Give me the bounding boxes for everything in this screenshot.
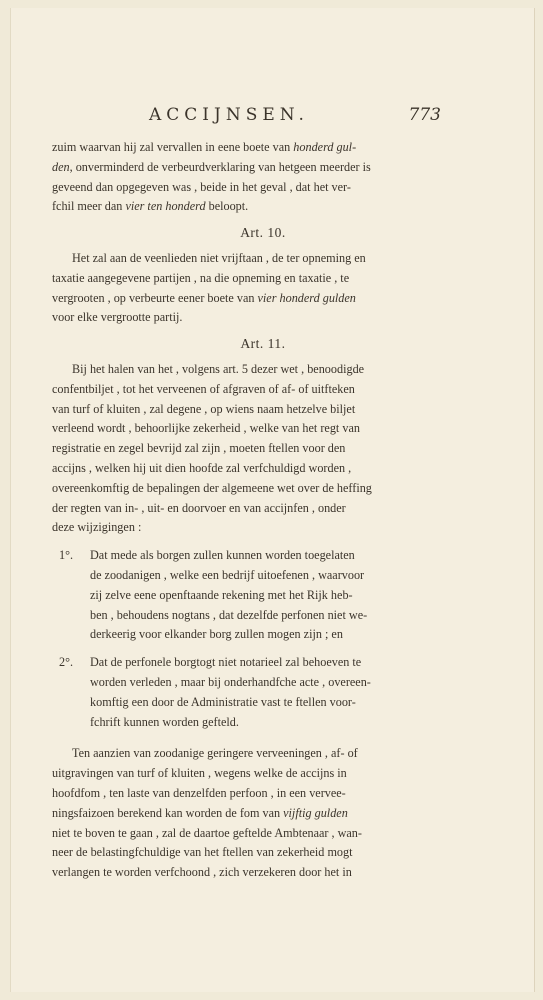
text-line: Dat mede als borgen zullen kunnen worden toegelaten — [90, 548, 355, 563]
text-line: der regten van in- , uit- en doorvoer en van accijnfen , onder — [52, 500, 346, 515]
emphasis-text: den — [52, 159, 70, 174]
text-segment: vergrooten , op verbeurte eener boete van — [52, 290, 258, 305]
emphasis-text: vier ten honderd — [125, 199, 206, 214]
list-item — [52, 546, 474, 645]
text-line: registratie en zegel bevrijd zal zijn , moeten ftellen voor den — [52, 441, 346, 456]
text-line: worden verleden , maar bij onderhandfche acte , overeen- — [90, 674, 371, 689]
article-paragraph — [52, 249, 474, 328]
text-segment: beloopt. — [205, 199, 249, 214]
emphasis-text: vijftig gulden — [283, 805, 348, 820]
text-line: niet te boven te gaan , zal de daartoe geftelde Ambtenaar , wan- — [52, 825, 362, 840]
text-segment: fchil meer dan — [52, 199, 126, 214]
article-heading: Art. 10. — [240, 225, 286, 241]
text-line: neer de belastingfchuldige van het ftellen van zekerheid mogt — [52, 845, 353, 860]
text-line: fchrift kunnen worden gefteld. — [90, 714, 239, 729]
text-line: geveend dan opgegeven was , beide in het geval , dat het ver- — [52, 179, 351, 194]
text-segment: zuim waarvan hij zal vervallen in eene boete van — [52, 140, 294, 154]
text-line: verlangen te worden verfchoond , zich verzekeren door het in — [52, 865, 352, 880]
text-line — [52, 197, 474, 217]
text-line: ben , behoudens nogtans , dat dezelfde perfonen niet we- — [90, 607, 368, 622]
text-line: overeenkomftig de bepalingen der algemeene wet over de heffing — [52, 480, 372, 495]
text-line: accijns , welken hij uit dien hoofde zal verfchuldigd worden , — [52, 460, 352, 475]
text-segment: , onverminderd de verbeurdverklaring van hetgeen meerder is — [69, 159, 371, 174]
text-line: deze wijzigingen : — [52, 520, 142, 535]
text-line: van turf of kluiten , zal degene , op wiens naam hetzelve biljet — [52, 401, 356, 416]
text-line: Ten aanzien van zoodanige geringere verveeningen , af- of — [72, 746, 358, 761]
list-item — [52, 653, 474, 732]
text-line: Dat de perfonele borgtogt niet notarieel zal behoeven te — [90, 655, 362, 670]
text-line: confentbiljet , tot het verveenen of afgraven of af- of uitfteken — [52, 381, 355, 396]
text-line: derkeerig voor elkander borg zullen mogen zijn ; en — [90, 627, 343, 642]
text-line — [52, 289, 474, 309]
text-line: taxatie aangegevene partijen , na die opneming en taxatie , te — [52, 270, 350, 285]
text-line: uitgravingen van turf of kluiten , wegens welke de accijns in — [52, 766, 347, 781]
article-heading: Art. 11. — [240, 336, 286, 352]
text-line: verleend wordt , behoorlijke zekerheid , welke van het regt van — [52, 421, 360, 436]
text-line: zij zelve eene openftaande rekening met het Rijk heb- — [90, 587, 353, 602]
list-number: 2°. — [59, 655, 74, 670]
list-number: 1°. — [59, 548, 74, 563]
emphasis-text: vier honderd gulden — [257, 290, 356, 305]
text-line — [52, 804, 474, 824]
paragraph-continuation — [52, 138, 474, 217]
body-text — [52, 136, 474, 883]
paragraph — [52, 744, 474, 883]
text-line: Het zal aan de veenlieden niet vrijftaan , de ter opneming en — [72, 250, 366, 265]
emphasis-text: honderd gul- — [293, 140, 357, 154]
book-page — [10, 8, 535, 992]
running-title: ACCIJNSEN. — [149, 105, 309, 125]
text-line: Bij het halen van het , volgens art. 5 dezer wet , benoodigde — [72, 361, 365, 376]
page-header — [11, 105, 534, 129]
text-line: voor elke vergrootte partij. — [52, 310, 183, 325]
text-line — [52, 158, 474, 178]
text-line — [52, 138, 474, 158]
text-line: hoofdfom , ten laste van denzelfden perfoon , in een vervee- — [52, 785, 346, 800]
text-line: de zoodanigen , welke een bedrijf uitoefenen , waarvoor — [90, 567, 365, 582]
page-number: 773 — [408, 105, 441, 125]
text-segment: ningsfaizoen berekend kan worden de fom van — [52, 805, 284, 820]
text-line: komftig een door de Administratie vast te ftellen voor- — [90, 694, 356, 709]
spacer — [52, 732, 474, 742]
article-paragraph — [52, 360, 474, 538]
